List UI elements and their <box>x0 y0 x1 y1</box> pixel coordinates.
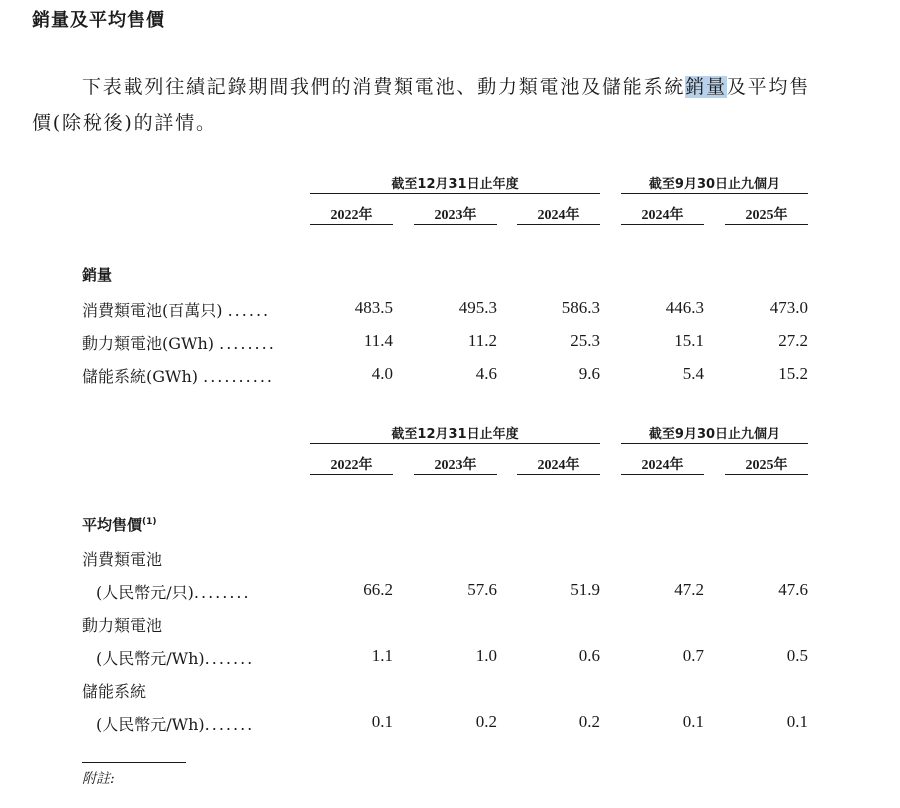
year-rule <box>414 224 497 225</box>
year-rule <box>414 474 497 475</box>
year-header: 2022年 <box>330 208 373 223</box>
table-cell: 11.4 <box>363 331 393 350</box>
intro-line-2: 價(除稅後)的詳情。 <box>32 112 217 134</box>
year-header: 2025年 <box>745 208 788 223</box>
year-header: 2024年 <box>537 458 580 473</box>
category-average-price: 平均售價$^{(1)}$ <box>82 516 157 534</box>
table-cell: 5.4 <box>682 364 704 383</box>
year-header: 2024年 <box>537 208 580 223</box>
row-label: 消費類電池(百萬只) ...... <box>82 301 271 320</box>
group-rule <box>621 443 808 444</box>
highlighted-text[interactable]: 銷量 <box>685 76 727 98</box>
table-cell: 1.1 <box>371 646 393 665</box>
year-header: 2023年 <box>434 458 477 473</box>
table-cell: 495.3 <box>458 298 497 317</box>
table-cell: 0.1 <box>786 712 808 731</box>
footnote-rule <box>82 762 186 763</box>
table-cell: 0.2 <box>578 712 600 731</box>
table-cell: 27.2 <box>778 331 808 350</box>
table-cell: 0.1 <box>682 712 704 731</box>
section-title: 銷量及平均售價 <box>32 10 165 31</box>
table-cell: 473.0 <box>769 298 808 317</box>
row-title: 消費類電池 <box>82 550 163 569</box>
year-rule <box>310 224 393 225</box>
table-cell: 4.0 <box>371 364 393 383</box>
table-cell: 0.1 <box>371 712 393 731</box>
table-cell: 57.6 <box>467 580 497 599</box>
table-cell: 15.2 <box>778 364 808 383</box>
table-cell: 51.9 <box>570 580 600 599</box>
year-header: 2025年 <box>745 458 788 473</box>
footnote-marker[interactable]: (1) <box>142 517 157 527</box>
year-rule <box>725 224 808 225</box>
table-cell: 15.1 <box>674 331 704 350</box>
table-cell: 47.6 <box>778 580 808 599</box>
row-label: 動力類電池(GWh) ........ <box>82 334 276 353</box>
row-label: (人民幣元/只)........ <box>96 583 251 602</box>
year-header: 2024年 <box>641 208 684 223</box>
year-rule <box>621 224 704 225</box>
group-header-nine-months: 截至9月30日止九個月 <box>648 177 781 192</box>
row-label: (人民幣元/Wh)....... <box>96 649 255 668</box>
category-sales-volume: 銷量 <box>82 266 113 284</box>
group-rule <box>621 193 808 194</box>
year-rule <box>517 474 600 475</box>
table-cell: 483.5 <box>354 298 393 317</box>
year-rule <box>725 474 808 475</box>
table-cell: 4.6 <box>475 364 497 383</box>
table-cell: 25.3 <box>570 331 600 350</box>
year-rule <box>310 474 393 475</box>
table-cell: 9.6 <box>578 364 600 383</box>
table-cell: 0.6 <box>578 646 600 665</box>
table-cell: 1.0 <box>475 646 497 665</box>
table-cell: 47.2 <box>674 580 704 599</box>
year-header: 2024年 <box>641 458 684 473</box>
table-cell: 11.2 <box>467 331 497 350</box>
group-rule <box>310 193 600 194</box>
group-header-year-end: 截至12月31日止年度 <box>391 177 519 192</box>
table-cell: 0.5 <box>786 646 808 665</box>
table-cell: 586.3 <box>561 298 600 317</box>
table-cell: 0.2 <box>475 712 497 731</box>
year-rule <box>621 474 704 475</box>
table-cell: 446.3 <box>665 298 704 317</box>
group-rule <box>310 443 600 444</box>
row-label: 儲能系統(GWh) .......... <box>82 367 274 386</box>
group-header-nine-months: 截至9月30日止九個月 <box>648 427 781 442</box>
year-header: 2023年 <box>434 208 477 223</box>
year-rule <box>517 224 600 225</box>
row-title: 動力類電池 <box>82 616 163 635</box>
row-label: (人民幣元/Wh)....... <box>96 715 255 734</box>
intro-line-1: 下表載列往績記錄期間我們的消費類電池、動力類電池及儲能系統銷量及平均售 <box>82 76 811 98</box>
table-cell: 0.7 <box>682 646 704 665</box>
row-title: 儲能系統 <box>82 682 147 701</box>
group-header-year-end: 截至12月31日止年度 <box>391 427 519 442</box>
footnote-label: 附註: <box>82 771 115 787</box>
table-cell: 66.2 <box>363 580 393 599</box>
year-header: 2022年 <box>330 458 373 473</box>
